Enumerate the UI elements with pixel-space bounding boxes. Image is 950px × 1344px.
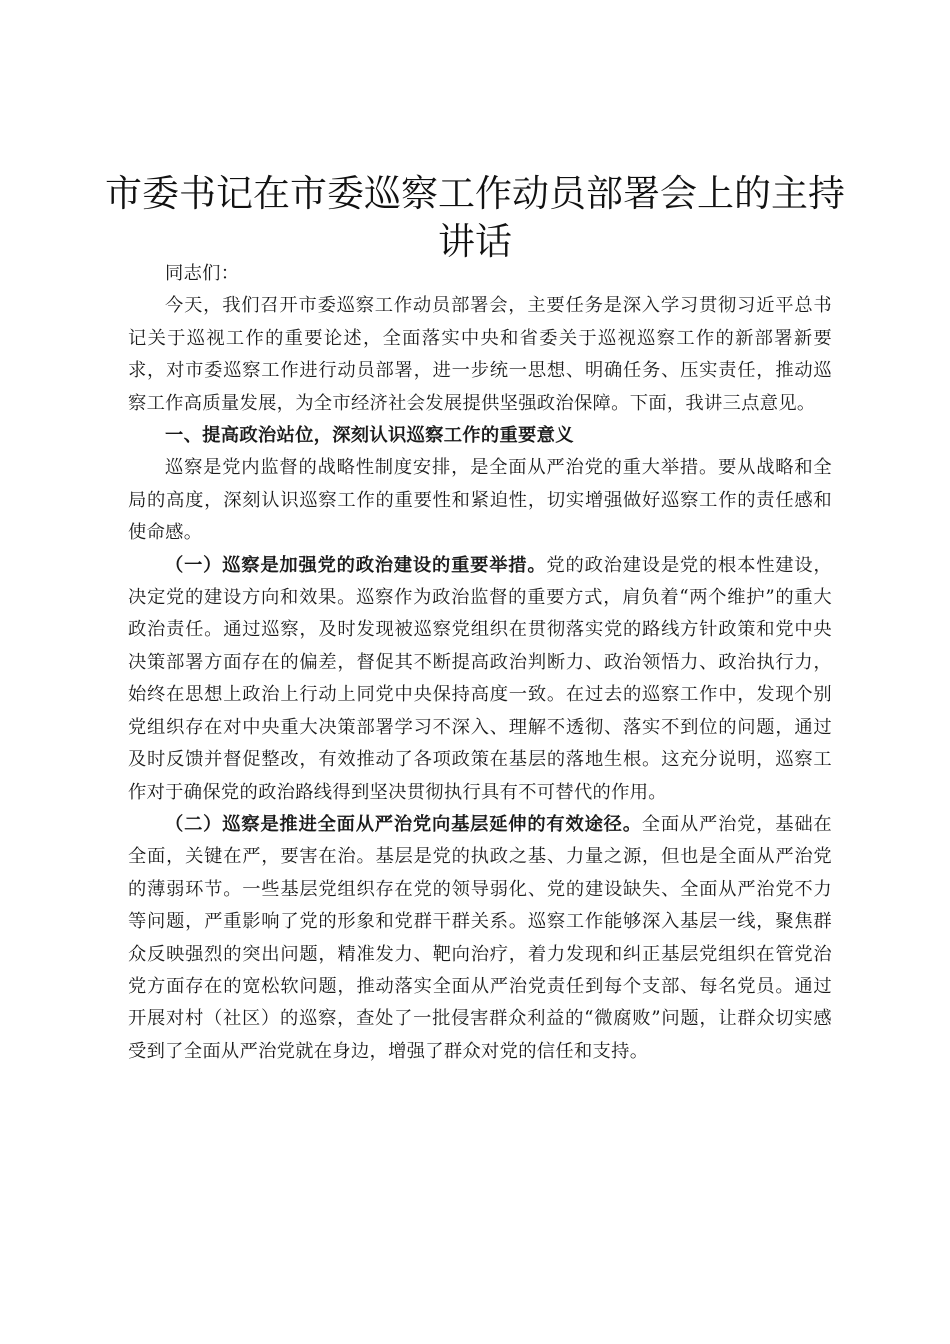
section-heading-1: 一、提高政治站位，深刻认识巡察工作的重要意义: [165, 425, 574, 447]
document-body: [128, 258, 832, 1068]
point-1-paragraph: [128, 550, 832, 809]
section-1-paragraph: 巡察是党内监督的战略性制度安排，是全面从严治党的重大举措。要从战略和全局的高度，深刻认识巡察工作的重要性和紧迫性，切实增强做好巡察工作的责任感和使命感。: [128, 457, 832, 544]
point-2-lead: （二）巡察是推进全面从严治党向基层延伸的有效途径。: [165, 813, 642, 835]
intro-paragraph: 今天，我们召开市委巡察工作动员部署会，主要任务是深入学习贯彻习近平总书记关于巡视工作的重要论述，全面落实中央和省委关于巡视巡察工作的新部署新要求，对市委巡察工作进行动员部署，进一步统一思想、明确任务、压实责任，推动巡察工作高质量发展，为全市经济社会发展提供坚强政治保障。下面，我讲三点意见。: [128, 295, 832, 414]
point-1-text: 党的政治建设是党的根本性建设，决定党的建设方向和效果。巡察作为政治监督的重要方式，肩负着“两个维护”的重大政治责任。通过巡察，及时发现被巡察党组织在贯彻落实党的路线方针政策和党中央决策部署方面存在的偏差，督促其不断提高政治判断力、政治领悟力、政治执行力，始终在思想上政治上行动上同党中央保持高度一致。在过去的巡察工作中，发现个别党组织存在对中央重大决策部署学习不深入、理解不透彻、落实不到位的问题，通过及时反馈并督促整改，有效推动了各项政策在基层的落地生根。这充分说明，巡察工作对于确保党的政治路线得到坚决贯彻执行具有不可替代的作用。: [128, 554, 832, 803]
point-1-lead: （一）巡察是加强党的政治建设的重要举措。: [165, 554, 547, 576]
point-2-paragraph: [128, 809, 832, 1068]
point-2-text: 全面从严治党，基础在全面，关键在严，要害在治。基层是党的执政之基、力量之源，但也是全面从严治党的薄弱环节。一些基层党组织存在党的领导弱化、党的建设缺失、全面从严治党不力等问题，严重影响了党的形象和党群干群关系。巡察工作能够深入基层一线，聚焦群众反映强烈的突出问题，精准发力、靶向治疗，着力发现和纠正基层党组织在管党治党方面存在的宽松软问题，推动落实全面从严治党责任到每个支部、每名党员。通过开展对村（社区）的巡察，查处了一批侵害群众利益的“微腐败”问题，让群众切实感受到了全面从严治党就在身边，增强了群众对党的信任和支持。: [128, 813, 833, 1062]
greeting: 同志们：: [165, 263, 240, 284]
document-title: 市委书记在市委巡察工作动员部署会上的主持讲话: [105, 172, 845, 263]
